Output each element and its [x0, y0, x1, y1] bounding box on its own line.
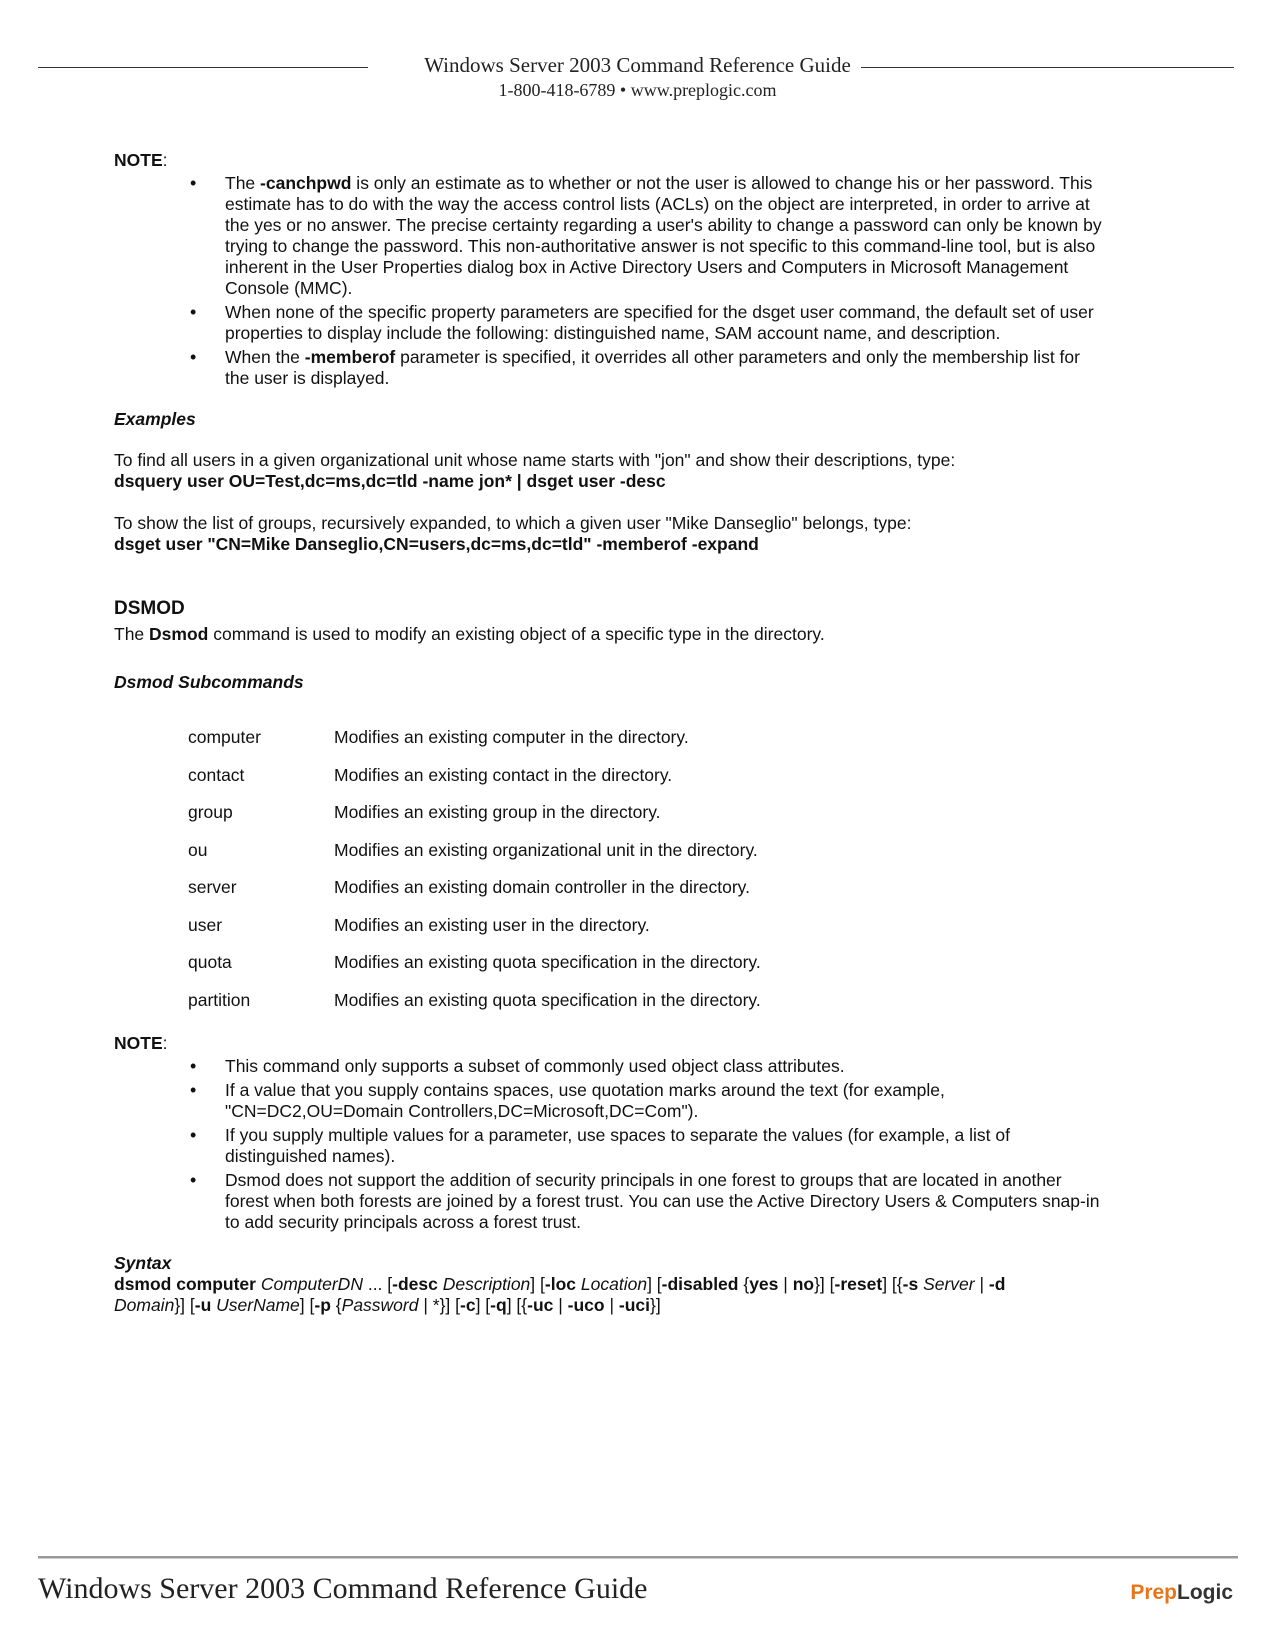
- syntax-token: |: [778, 1274, 793, 1294]
- subcommand-description: Modifies an existing quota specification in the directory.: [334, 989, 761, 1010]
- syntax-token: -s: [902, 1274, 919, 1294]
- table-row: [188, 952, 761, 990]
- syntax-token: ] [{: [506, 1295, 528, 1315]
- syntax-token: ... [: [362, 1274, 393, 1294]
- header-title: Windows Server 2003 Command Reference Guide: [0, 52, 1275, 78]
- footer-rule: [38, 1556, 1238, 1559]
- subcommand-name: group: [188, 802, 233, 822]
- list-item: • When the -memberof parameter is specified, it overrides all other parameters and only the membership list for the user is displayed.: [225, 347, 1105, 389]
- syntax-token: }] [: [174, 1295, 195, 1315]
- subcommand-description: Modifies an existing group in the directory.: [334, 802, 661, 822]
- dsmod-heading: DSMOD: [114, 598, 185, 619]
- syntax-token: |: [974, 1274, 989, 1294]
- footer-title: Windows Server 2003 Command Reference Guide: [38, 1572, 648, 1605]
- subcommand-description: Modifies an existing organizational unit in the directory.: [334, 839, 758, 860]
- table-row: [188, 765, 761, 803]
- subcommand-name: server: [188, 877, 237, 897]
- note-list-2: [114, 1056, 1114, 1233]
- subcommand-name: quota: [188, 952, 232, 972]
- list-item: • This command only supports a subset of commonly used object class attributes.: [225, 1056, 1105, 1077]
- syntax-token: -desc: [392, 1274, 438, 1294]
- syntax-token: yes: [749, 1274, 779, 1294]
- syntax-section: [114, 1253, 1114, 1316]
- note-section-2: [114, 1033, 1114, 1233]
- syntax-token: Server: [923, 1274, 975, 1294]
- examples-heading: Examples: [114, 409, 196, 429]
- syntax-token: -uci: [618, 1295, 651, 1315]
- syntax-token: -d: [988, 1274, 1006, 1294]
- syntax-token: Domain: [114, 1295, 175, 1315]
- subcommands-table: [188, 727, 761, 1027]
- syntax-token: {: [330, 1295, 342, 1315]
- syntax-token: dsmod computer: [114, 1274, 256, 1294]
- syntax-token: -q: [490, 1295, 507, 1315]
- note-label: NOTE:: [114, 1033, 168, 1053]
- note-section-1: [114, 150, 1114, 389]
- list-item: • If you supply multiple values for a parameter, use spaces to separate the values (for example, a list of distinguished names).: [225, 1125, 1105, 1167]
- syntax-token: }] [: [814, 1274, 835, 1294]
- subcommand-name: user: [188, 914, 223, 935]
- table-row: [188, 802, 761, 840]
- example-command: dsquery user OU=Test,dc=ms,dc=tld -name jon* | dsget user -desc: [114, 471, 666, 491]
- syntax-token: ] [: [475, 1295, 491, 1315]
- list-item: • The -canchpwd is only an estimate as to whether or not the user is allowed to change his or her password. This estimate has to do with the way the access control lists (ACLs) on the object are interpreted, in order to arrive at the yes or no answer. The precise certainty regarding a user's ability to change a password can only be known by trying to change the password. This non-authoritative answer is not specific to this command-line tool, but is also inherent in the User Properties dialog box in Active Directory Users and Computers in Microsoft Management Console (MMC).: [225, 173, 1105, 299]
- syntax-token: Description: [442, 1274, 531, 1294]
- syntax-token: }]: [650, 1295, 661, 1315]
- example-description: To find all users in a given organizational unit whose name starts with "jon" and show their descriptions, type:: [114, 450, 956, 470]
- subcommand-description: Modifies an existing computer in the directory.: [334, 727, 689, 747]
- syntax-token: ] [: [299, 1295, 315, 1315]
- header-contact: 1-800-418-6789 • www.preplogic.com: [498, 80, 777, 100]
- syntax-token: |: [604, 1295, 619, 1315]
- subcommands-heading: Dsmod Subcommands: [114, 672, 304, 692]
- syntax-token: -c: [460, 1295, 476, 1315]
- syntax-token: ] [: [647, 1274, 662, 1294]
- syntax-line: [114, 1274, 1074, 1316]
- subcommand-name: ou: [188, 839, 208, 860]
- note-label: NOTE:: [114, 150, 168, 170]
- syntax-token: -uco: [567, 1295, 605, 1315]
- subcommand-name: computer: [188, 727, 261, 747]
- syntax-token: Password: [341, 1295, 419, 1315]
- table-row: [188, 915, 761, 953]
- table-row: [188, 840, 761, 878]
- examples-section: [114, 409, 1114, 555]
- syntax-token: -reset: [834, 1274, 883, 1294]
- syntax-token: -p: [314, 1295, 331, 1315]
- table-row: [188, 727, 761, 765]
- dsmod-section: [114, 597, 1114, 1027]
- subcommand-description: Modifies an existing contact in the directory.: [334, 764, 673, 785]
- syntax-token: ] [{: [882, 1274, 903, 1294]
- syntax-token: {: [738, 1274, 750, 1294]
- list-item: • Dsmod does not support the addition of security principals in one forest to groups that are located in another forest when both forests are joined by a forest trust. You can use the Active Directory Users & Computers snap-in to add security principals across a forest trust.: [225, 1170, 1105, 1233]
- subcommand-description: Modifies an existing user in the directory.: [334, 914, 650, 935]
- syntax-token: no: [792, 1274, 815, 1294]
- table-row: [188, 990, 761, 1028]
- subcommands-table-body: [188, 727, 761, 1027]
- subcommand-description: Modifies an existing domain controller in the directory.: [334, 877, 750, 897]
- syntax-token: |: [553, 1295, 568, 1315]
- syntax-token: | *}] [: [418, 1295, 460, 1315]
- syntax-heading: Syntax: [114, 1253, 172, 1273]
- subcommand-name: contact: [188, 764, 245, 785]
- syntax-token: -disabled: [661, 1274, 739, 1294]
- preplogic-logo: PrepLogic: [1130, 1581, 1233, 1604]
- example-command: dsget user "CN=Mike Danseglio,CN=users,dc=ms,dc=tld" -memberof -expand: [114, 534, 759, 554]
- table-row: [188, 877, 761, 915]
- list-item: • If a value that you supply contains spaces, use quotation marks around the text (for example, "CN=DC2,OU=Domain Controllers,DC=Microsoft,DC=Com").: [225, 1080, 1105, 1122]
- dsmod-intro: The Dsmod command is used to modify an existing object of a specific type in the directory.: [114, 624, 825, 644]
- syntax-token: -loc: [544, 1274, 577, 1294]
- note-list-1: [114, 173, 1114, 389]
- syntax-token: -uc: [527, 1295, 554, 1315]
- subcommand-description: Modifies an existing quota specification in the directory.: [334, 952, 761, 972]
- syntax-token: -u: [194, 1295, 212, 1315]
- syntax-token: Location: [580, 1274, 648, 1294]
- syntax-token: UserName: [216, 1295, 300, 1315]
- example-description: To show the list of groups, recursively expanded, to which a given user "Mike Danseglio" belongs, type:: [114, 513, 912, 533]
- syntax-token: ] [: [530, 1274, 545, 1294]
- list-item: • When none of the specific property parameters are specified for the dsget user command, the default set of user properties to display include the following: distinguished name, SAM account name, and description.: [225, 302, 1105, 344]
- subcommand-name: partition: [188, 989, 251, 1010]
- page-content: [114, 150, 1114, 1316]
- syntax-token: ComputerDN: [260, 1274, 363, 1294]
